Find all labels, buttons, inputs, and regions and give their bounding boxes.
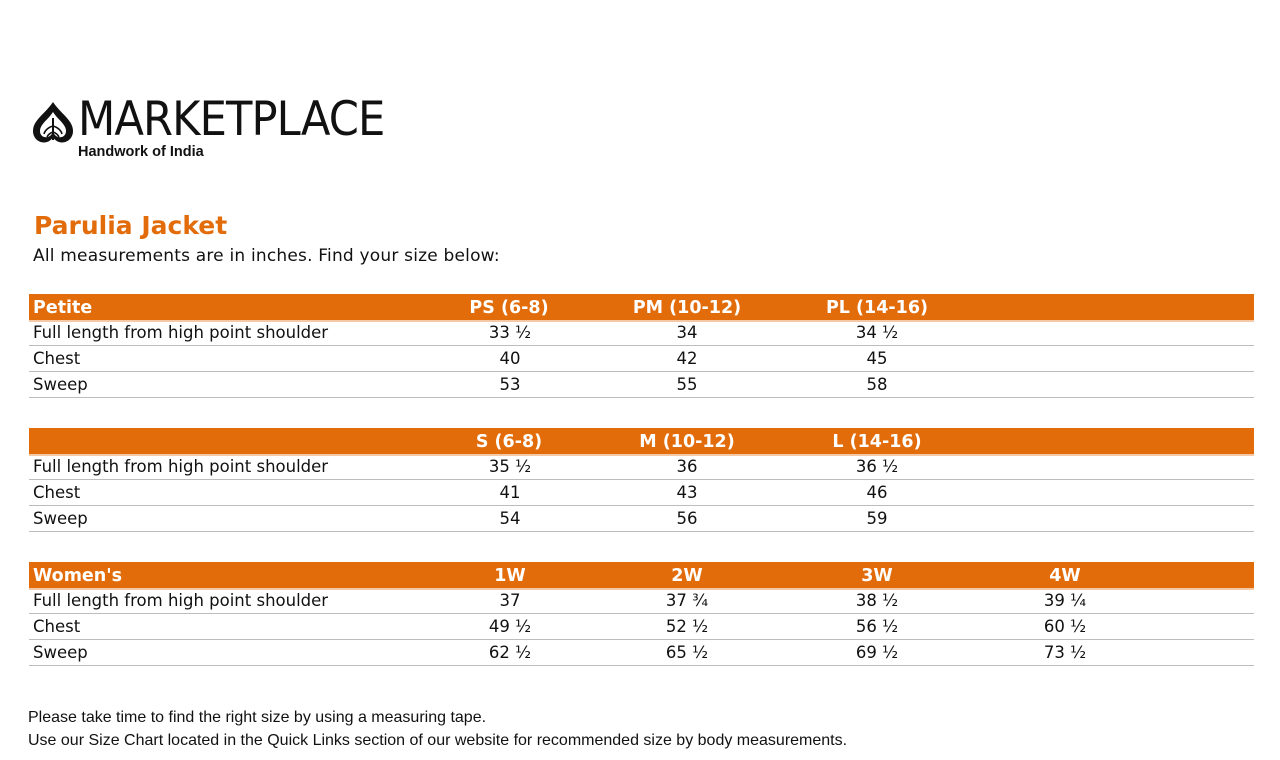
size-table-petite <box>29 294 1254 398</box>
table-header <box>29 294 1254 320</box>
measurement-value: 41 <box>499 483 521 502</box>
size-column-header: 4W <box>1049 566 1081 586</box>
measurement-value: 56 <box>676 509 698 528</box>
measurement-value: 62 ½ <box>488 643 532 662</box>
brand-logo <box>30 92 410 166</box>
size-column-header: S (6-8) <box>475 432 543 452</box>
measurement-label: Full length from high point shoulder <box>33 323 329 342</box>
table-header <box>29 562 1254 588</box>
table-row <box>29 320 1254 346</box>
table-row <box>29 480 1254 506</box>
page-subtitle: All measurements are in inches. Find your size below: <box>33 246 500 266</box>
measurement-label: Sweep <box>33 643 88 662</box>
measurement-value: 46 <box>866 483 888 502</box>
measurement-label: Chest <box>33 349 81 368</box>
size-column-header: M (10-12) <box>639 432 735 452</box>
size-column-header: 3W <box>861 566 893 586</box>
measurement-value: 69 ½ <box>855 643 899 662</box>
size-column-header: L (14-16) <box>832 432 922 452</box>
table-row <box>29 372 1254 398</box>
measurement-value: 53 <box>499 375 521 394</box>
footer-note-measuring: Please take time to find the right size by using a measuring tape. <box>28 709 487 726</box>
table-row <box>29 614 1254 640</box>
measurement-value: 39 ¼ <box>1043 591 1087 610</box>
measurement-value: 65 ½ <box>665 643 709 662</box>
table-row <box>29 346 1254 372</box>
measurement-value: 59 <box>866 509 888 528</box>
measurement-label: Sweep <box>33 375 88 394</box>
measurement-value: 73 ½ <box>1043 643 1087 662</box>
measurement-value: 43 <box>676 483 698 502</box>
measurement-label: Chest <box>33 617 81 636</box>
footer-note-size-chart: Use our Size Chart located in the Quick Links section of our website for recommended size by body measurements. <box>28 732 848 749</box>
table-row <box>29 640 1254 666</box>
measurement-value: 55 <box>676 375 698 394</box>
measurement-label: Full length from high point shoulder <box>33 591 329 610</box>
measurement-value: 40 <box>499 349 521 368</box>
table-group-label: Petite <box>33 298 93 318</box>
measurement-value: 54 <box>499 509 521 528</box>
size-column-header: PM (10-12) <box>632 298 742 318</box>
size-column-header: PS (6-8) <box>469 298 549 318</box>
measurement-value: 52 ½ <box>665 617 709 636</box>
measurement-value: 37 <box>499 591 521 610</box>
measurement-value: 36 ½ <box>855 457 899 476</box>
measurement-value: 49 ½ <box>488 617 532 636</box>
brand-tagline: Handwork of India <box>78 144 204 160</box>
measurement-value: 34 ½ <box>855 323 899 342</box>
measurement-label: Chest <box>33 483 81 502</box>
size-column-header: 2W <box>671 566 703 586</box>
measurement-value: 37 ¾ <box>665 591 709 610</box>
table-group-label: Women's <box>33 566 123 586</box>
measurement-label: Full length from high point shoulder <box>33 457 329 476</box>
size-table-womens <box>29 562 1254 666</box>
measurement-label: Sweep <box>33 509 88 528</box>
brand-name: MARKETPLACE <box>78 92 385 147</box>
measurement-value: 33 ½ <box>488 323 532 342</box>
product-title: Parulia Jacket <box>34 211 228 240</box>
measurement-value: 45 <box>866 349 888 368</box>
size-column-header: 1W <box>494 566 526 586</box>
size-table-misses <box>29 428 1254 532</box>
table-row <box>29 454 1254 480</box>
measurement-value: 60 ½ <box>1043 617 1087 636</box>
table-row <box>29 588 1254 614</box>
measurement-value: 38 ½ <box>855 591 899 610</box>
measurement-value: 42 <box>676 349 698 368</box>
measurement-value: 36 <box>676 457 698 476</box>
measurement-value: 56 ½ <box>855 617 899 636</box>
table-header <box>29 428 1254 454</box>
table-row <box>29 506 1254 532</box>
measurement-value: 34 <box>676 323 698 342</box>
measurement-value: 58 <box>866 375 888 394</box>
measurement-value: 35 ½ <box>488 457 532 476</box>
lotus-leaf-icon <box>30 100 76 146</box>
size-column-header: PL (14-16) <box>825 298 929 318</box>
